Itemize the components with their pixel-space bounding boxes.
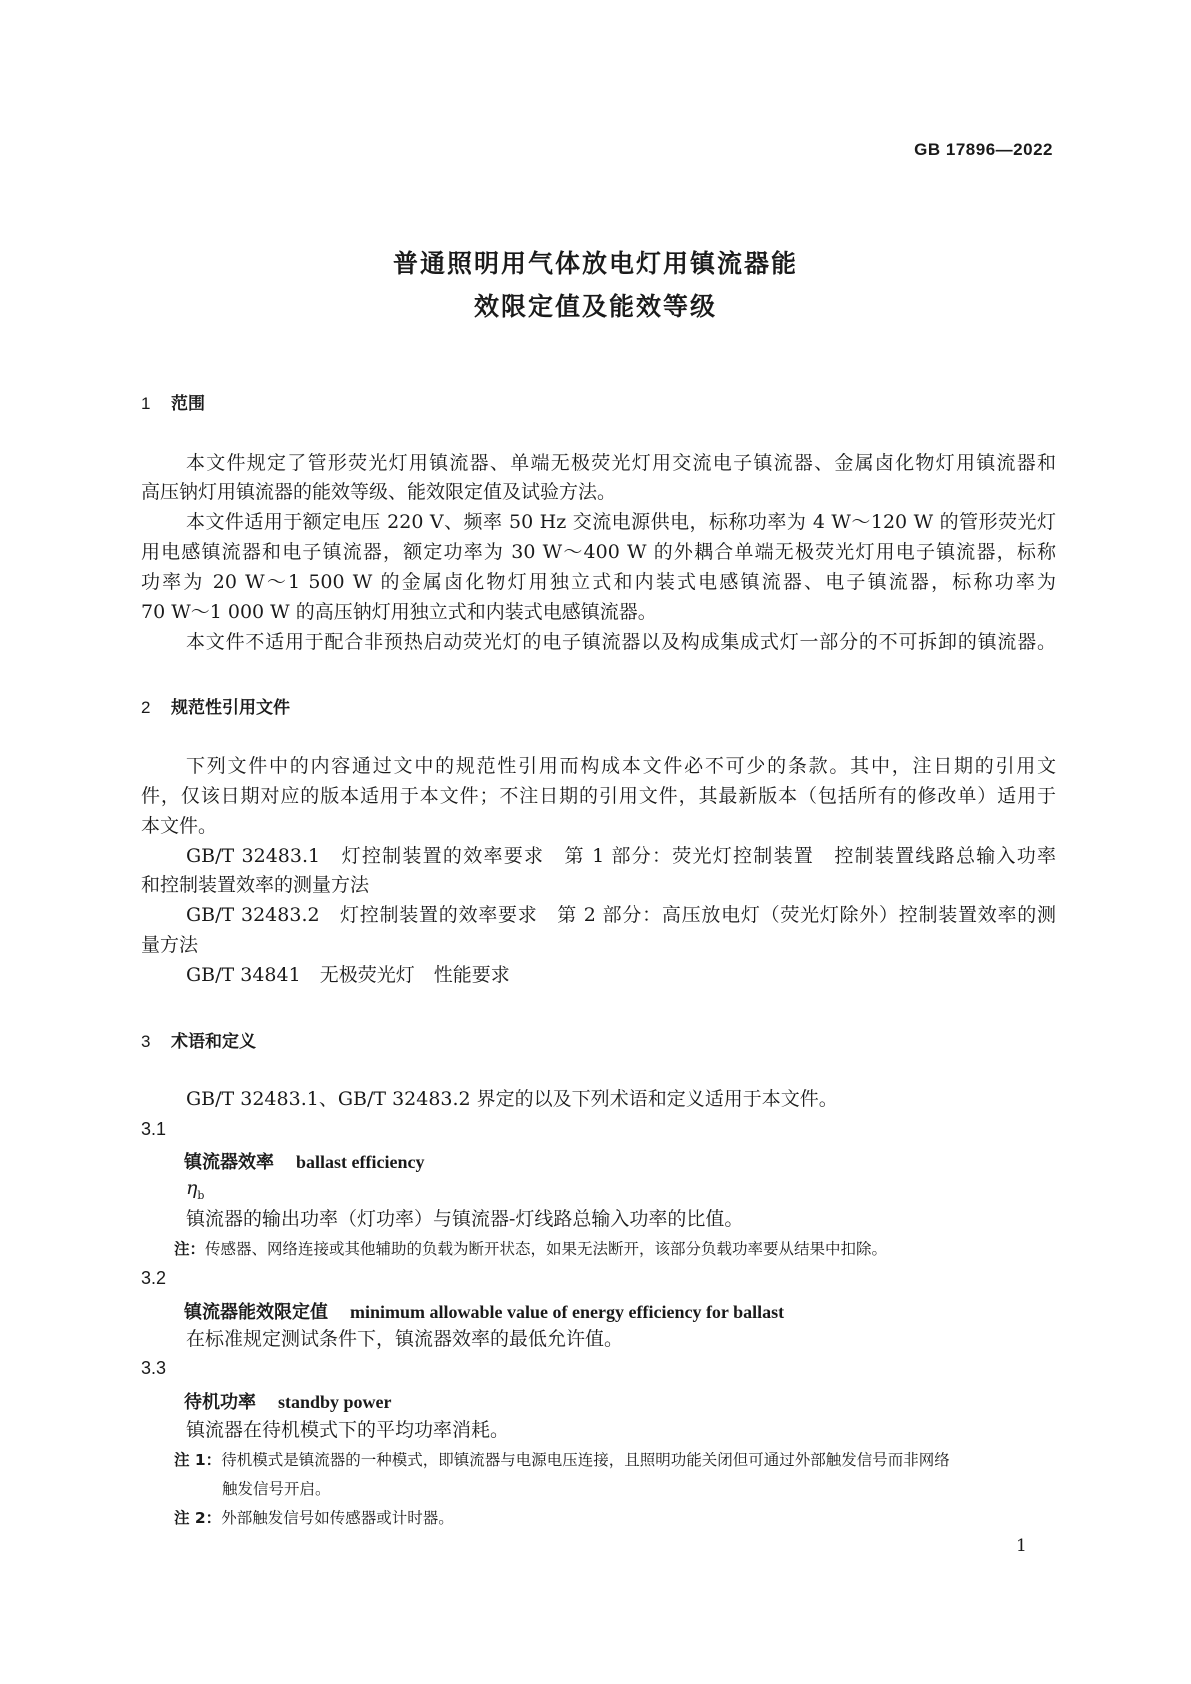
note-label: 注 1： xyxy=(174,1451,222,1469)
reference-line: GB/T 32483.2 灯控制装置的效率要求 第 2 部分：高压放电灯（荧光灯除外）控制装置效率的测 xyxy=(186,904,1056,926)
term-heading xyxy=(184,1388,392,1414)
document-title-line-1: 普通照明用气体放电灯用镇流器能 xyxy=(392,249,798,278)
section-title: 范围 xyxy=(171,394,205,414)
paragraph-line: GB/T 32483.1、GB/T 32483.2 界定的以及下列术语和定义适用于本文件。 xyxy=(186,1088,838,1110)
term-zh: 镇流器效率 xyxy=(184,1152,274,1173)
clause-number: 3.3 xyxy=(141,1358,167,1378)
term-en: standby power xyxy=(278,1392,392,1412)
section-number: 2 xyxy=(141,698,151,717)
paragraph-line: 下列文件中的内容通过文中的规范性引用而构成本文件必不可少的条款。其中，注日期的引用文 xyxy=(186,755,1056,777)
reference-line: 量方法 xyxy=(141,934,199,956)
term-heading xyxy=(184,1298,784,1324)
note-label: 注： xyxy=(174,1240,206,1258)
term-heading xyxy=(184,1148,424,1174)
section-number: 3 xyxy=(141,1032,151,1051)
section-number: 1 xyxy=(141,394,151,413)
term-en: ballast efficiency xyxy=(296,1152,425,1172)
term-zh: 镇流器能效限定值 xyxy=(184,1302,328,1323)
symbol-subscript: b xyxy=(197,1188,205,1202)
term-zh: 待机功率 xyxy=(184,1392,256,1413)
term-en: minimum allowable value of energy efficiency for ballast xyxy=(350,1302,785,1322)
note-text: 待机模式是镇流器的一种模式，即镇流器与电源电压连接，且照明功能关闭但可通过外部触发信号而非网络 xyxy=(221,1451,950,1469)
document-number: GB 17896—2022 xyxy=(914,140,1053,159)
section-title: 规范性引用文件 xyxy=(171,698,290,718)
term-symbol xyxy=(186,1177,204,1202)
note-text: 传感器、网络连接或其他辅助的负载为断开状态，如果无法断开，该部分负载功率要从结果中扣除。 xyxy=(205,1240,888,1258)
paragraph-line: 件，仅该日期对应的版本适用于本文件；不注日期的引用文件，其最新版本（包括所有的修改单）适用于 xyxy=(141,785,1056,807)
clause-number: 3.2 xyxy=(141,1268,167,1288)
reference-line: 和控制装置效率的测量方法 xyxy=(141,874,370,896)
paragraph-line: 高压钠灯用镇流器的能效等级、能效限定值及试验方法。 xyxy=(141,481,617,503)
definition: 镇流器在待机模式下的平均功率消耗。 xyxy=(186,1419,510,1441)
section-title: 术语和定义 xyxy=(171,1032,256,1052)
paragraph-line: 功率为 20 W～1 500 W 的金属卤化物灯用独立式和内装式电感镇流器、电子镇流器，标称功率为 xyxy=(141,571,1056,593)
paragraph-line: 本文件适用于额定电压 220 V、频率 50 Hz 交流电源供电，标称功率为 4 W～120 W 的管形荧光灯 xyxy=(186,511,1056,533)
page-number: 1 xyxy=(1016,1536,1027,1556)
section-heading-normative-references xyxy=(141,693,290,718)
note-2 xyxy=(174,1508,454,1528)
note-text: 外部触发信号如传感器或计时器。 xyxy=(221,1509,454,1527)
paragraph-line: 本文件不适用于配合非预热启动荧光灯的电子镇流器以及构成集成式灯一部分的不可拆卸的镇流器。 xyxy=(186,631,1056,653)
section-heading-scope xyxy=(141,389,205,414)
section-heading-terms-definitions xyxy=(141,1027,256,1052)
reference-line: GB/T 34841 无极荧光灯 性能要求 xyxy=(186,964,510,986)
note-1-continued: 触发信号开启。 xyxy=(222,1480,331,1498)
paragraph-line: 本文件规定了管形荧光灯用镇流器、单端无极荧光灯用交流电子镇流器、金属卤化物灯用镇流器和 xyxy=(186,452,1056,474)
definition: 在标准规定测试条件下，镇流器效率的最低允许值。 xyxy=(186,1328,624,1350)
note xyxy=(174,1239,887,1259)
note-1 xyxy=(174,1450,950,1470)
reference-line: GB/T 32483.1 灯控制装置的效率要求 第 1 部分：荧光灯控制装置 控制装置线路总输入功率 xyxy=(186,845,1056,867)
note-label: 注 2： xyxy=(174,1509,222,1527)
clause-number: 3.1 xyxy=(141,1119,167,1139)
paragraph-line: 70 W～1 000 W 的高压钠灯用独立式和内装式电感镇流器。 xyxy=(141,601,657,623)
paragraph-line: 本文件。 xyxy=(141,815,218,837)
paragraph-line: 用电感镇流器和电子镇流器，额定功率为 30 W～400 W 的外耦合单端无极荧光灯用电子镇流器，标称 xyxy=(141,541,1056,563)
definition: 镇流器的输出功率（灯功率）与镇流器-灯线路总输入功率的比值。 xyxy=(186,1208,744,1230)
document-title-line-2: 效限定值及能效等级 xyxy=(473,292,717,321)
symbol-eta: η xyxy=(186,1177,198,1199)
